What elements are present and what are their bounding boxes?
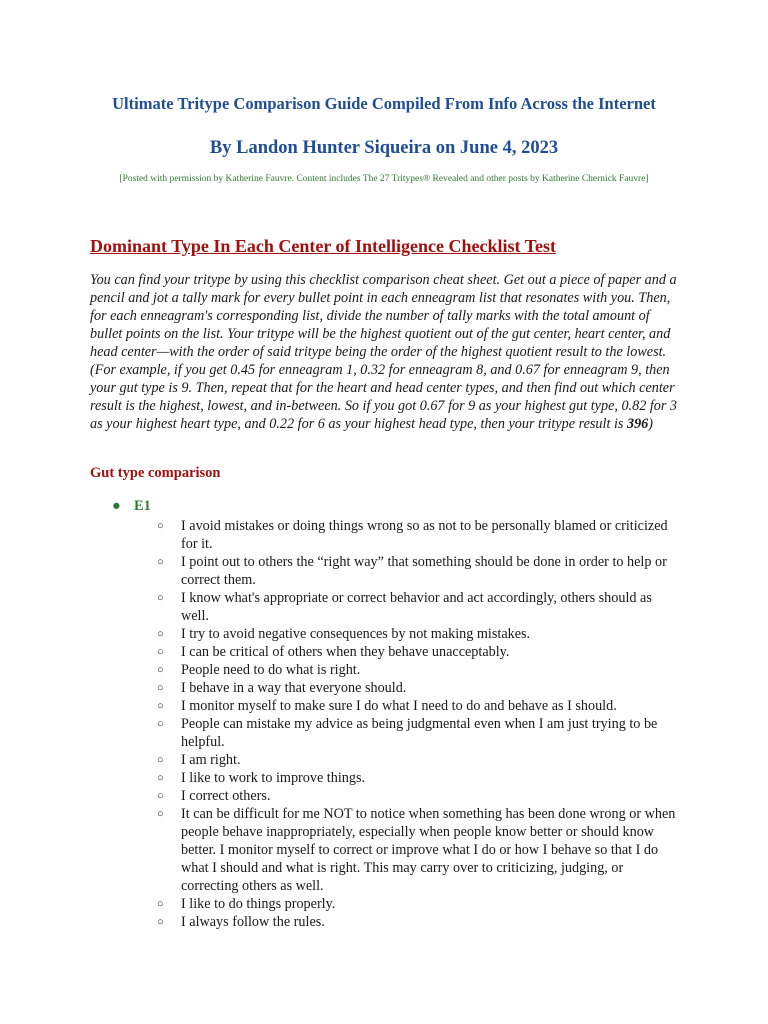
intro-text: You can find your tritype by using this checklist comparison cheat sheet. Get out a piece of paper and a pencil and jot a tally mark for every bullet point in each enneagram list that resonates with you. Then, for each enneagram's corresponding list, divide the number of tally marks with the total amount of bullet points on the list. Your tritype will be the highest quotient out of the gut center, heart center, and head center—with the order of said tritype being the order of the highest quotient result to the lowest. (For example, if you get 0.45 for enneagram 1, 0.32 for enneagram 8, and 0.67 for enneagram 9, then your gut type is 9. Then, repeat that for the heart and head center types, and then find out which center result is the highest, lowest, and in-between. So if you got 0.67 for 9 as your highest gut type, 0.82 for 3 as your highest heart type, and 0.22 for 6 as your highest head type, then your tritype result is bbox=[90, 272, 678, 432]
circle-bullet-icon: ○ bbox=[157, 592, 164, 604]
section-heading: Dominant Type In Each Center of Intelligence Checklist Test bbox=[90, 236, 557, 256]
list-item bbox=[157, 517, 677, 553]
byline: By Landon Hunter Siqueira on June 4, 2023 bbox=[209, 138, 559, 158]
list-item-text: I try to avoid negative consequences by not making mistakes. bbox=[181, 626, 531, 642]
circle-bullet-icon: ○ bbox=[157, 646, 164, 658]
group-label: E1 bbox=[134, 498, 151, 514]
list-item-text: I know what's appropriate or correct behavior and act accordingly, others should as well. bbox=[181, 590, 652, 624]
list-item-text: I always follow the rules. bbox=[181, 914, 325, 930]
list-item-text: I behave in a way that everyone should. bbox=[181, 680, 407, 696]
intro-example-result: 396 bbox=[626, 416, 649, 432]
list-item bbox=[157, 679, 677, 697]
list-item-text: I can be critical of others when they behave unacceptably. bbox=[181, 644, 510, 660]
circle-bullet-icon: ○ bbox=[157, 682, 164, 694]
list-item-text: I correct others. bbox=[181, 788, 271, 804]
intro-paragraph bbox=[90, 271, 682, 433]
circle-bullet-icon: ○ bbox=[157, 700, 164, 712]
list-item bbox=[157, 625, 677, 643]
circle-bullet-icon: ○ bbox=[157, 772, 164, 784]
list-item bbox=[157, 661, 677, 679]
circle-bullet-icon: ○ bbox=[157, 628, 164, 640]
group-e1 bbox=[112, 498, 151, 515]
list-item bbox=[157, 913, 677, 931]
list-item bbox=[157, 697, 677, 715]
list-item bbox=[157, 715, 677, 751]
list-item-text: I monitor myself to make sure I do what I need to do and behave as I should. bbox=[181, 698, 617, 714]
list-item bbox=[157, 553, 677, 589]
list-item bbox=[157, 805, 677, 895]
circle-bullet-icon: ○ bbox=[157, 664, 164, 676]
list-item bbox=[157, 643, 677, 661]
list-item bbox=[157, 751, 677, 769]
circle-bullet-icon: ○ bbox=[157, 556, 164, 568]
circle-bullet-icon: ○ bbox=[157, 898, 164, 910]
circle-bullet-icon: ○ bbox=[157, 808, 164, 820]
document-title: Ultimate Tritype Comparison Guide Compiled From Info Across the Internet bbox=[112, 94, 656, 113]
list-item-text: I point out to others the “right way” that something should be done in order to help or correct them. bbox=[181, 554, 667, 588]
circle-bullet-icon: ○ bbox=[157, 520, 164, 532]
list-item-text: I am right. bbox=[181, 752, 241, 768]
circle-bullet-icon: ○ bbox=[157, 916, 164, 928]
circle-bullet-icon: ○ bbox=[157, 790, 164, 802]
intro-close: ) bbox=[648, 416, 653, 432]
gut-type-heading: Gut type comparison bbox=[90, 465, 221, 481]
list-item-text: People need to do what is right. bbox=[181, 662, 361, 678]
list-item-text: People can mistake my advice as being judgmental even when I am just trying to be helpful. bbox=[181, 716, 658, 750]
list-item bbox=[157, 769, 677, 787]
e1-checklist bbox=[157, 517, 677, 931]
list-item bbox=[157, 787, 677, 805]
circle-bullet-icon: ○ bbox=[157, 718, 164, 730]
list-item bbox=[157, 589, 677, 625]
list-item-text: It can be difficult for me NOT to notice when something has been done wrong or when people behave inappropriately, especially when people know better or should know better. I monitor myself to correct or improve what I do or how I behave so that I do what I should and what is right. This may carry over to criticizing, judging, or correcting others as well. bbox=[181, 806, 676, 894]
list-item bbox=[157, 895, 677, 913]
permission-note: [Posted with permission by Katherine Fauvre. Content includes The 27 Tritypes® Revealed and other posts by Katherine Chernick Fauvre] bbox=[119, 174, 649, 184]
bullet-icon: ● bbox=[112, 498, 121, 514]
list-item-text: I like to work to improve things. bbox=[181, 770, 366, 786]
list-item-text: I like to do things properly. bbox=[181, 896, 336, 912]
circle-bullet-icon: ○ bbox=[157, 754, 164, 766]
list-item-text: I avoid mistakes or doing things wrong so as not to be personally blamed or criticized for it. bbox=[181, 518, 668, 552]
